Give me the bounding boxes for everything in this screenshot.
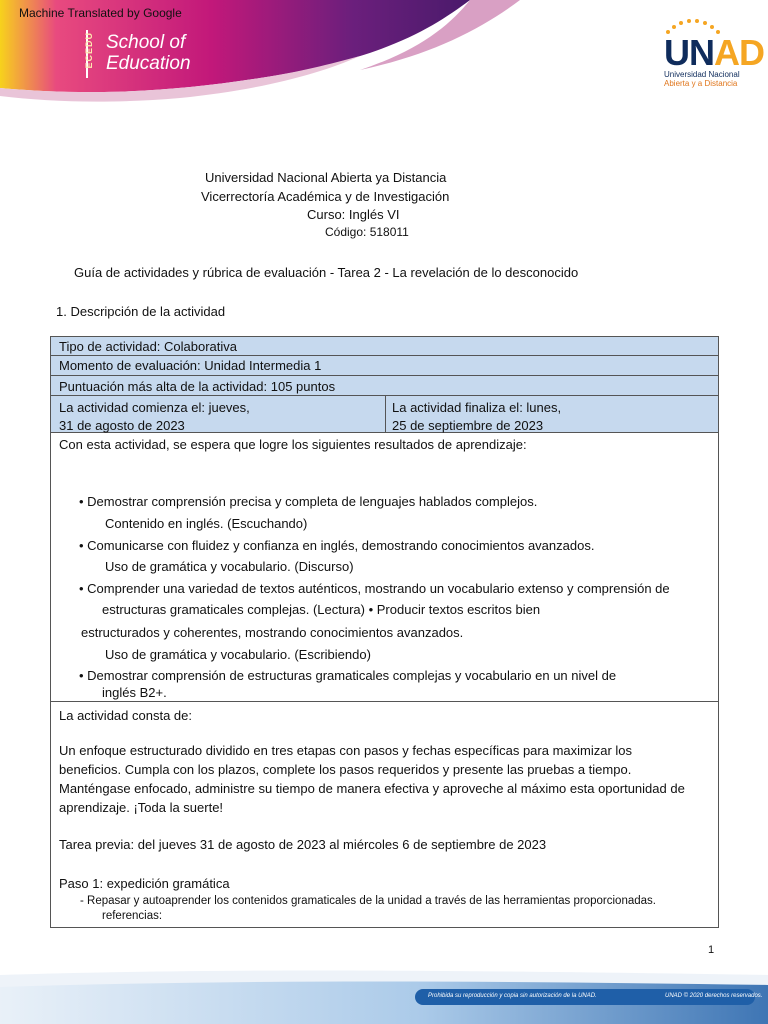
step1-item: - Repasar y autoaprender los contenidos gramaticales de la unidad a través de las herramientas proporcionadas. [80,895,656,907]
activity-type-row [51,337,718,356]
logo-ecedu-text: ECEDU [84,32,94,69]
dates-row [51,396,718,433]
paragraph-line: Manténgase enfocado, administre su tiempo de manera efectiva y aproveche al máximo esta oportunidad de [59,781,685,796]
outcome-line: Uso de gramática y vocabulario. (Discurso) [105,559,354,574]
footer-wave-graphic [0,965,768,1024]
activity-table [50,336,719,928]
page-number: 1 [708,944,715,956]
activity-details-row [51,702,718,929]
university-title: Universidad Nacional Abierta ya Distancia [205,170,447,185]
learning-outcomes-row [51,433,718,702]
outcome-line: Contenido en inglés. (Escuchando) [105,516,308,531]
consists-of-heading: La actividad consta de: [59,708,192,723]
logo-education-text: Education [106,53,191,74]
unad-subtitle-1: Universidad Nacional [664,70,740,79]
unad-subtitle-2: Abierta y a Distancia [664,79,738,88]
guide-title: Guía de actividades y rúbrica de evaluación - Tarea 2 - La revelación de lo desconocido [74,265,579,280]
footer-notice: Prohibida su reproducción y copia sin autorización de la UNAD. [428,993,597,999]
course-title: Curso: Inglés VI [307,207,400,222]
logo-school-text: School of [106,32,186,53]
max-score-row [51,376,718,396]
vice-rectory-title: Vicerrectoría Académica y de Investigación [201,189,450,204]
outcome-line: • Demostrar comprensión precisa y completa de lenguajes hablados complejos. [79,494,538,509]
paragraph-line: beneficios. Cumpla con los plazos, complete los pasos requeridos y presente las pruebas a tiempo. [59,762,632,777]
activity-type-text: Tipo de actividad: Colaborativa [59,339,238,354]
previous-task-text: Tarea previa: del jueves 31 de agosto de 2023 al miércoles 6 de septiembre de 2023 [59,837,547,852]
paragraph-line: Un enfoque estructurado dividido en tres etapas con pasos y fechas específicas para maximizar los [59,743,633,758]
step1-references: referencias: [102,910,163,922]
paragraph-line: aprendizaje. ¡Toda la suerte! [59,800,224,815]
max-score-text: Puntuación más alta de la actividad: 105 puntos [59,379,336,394]
course-code: Código: 518011 [325,225,409,239]
outcome-line: • Comprender una variedad de textos auténticos, mostrando un vocabulario extenso y comprensión de [79,581,670,596]
outcome-line: estructurados y coherentes, mostrando conocimientos avanzados. [81,625,464,640]
outcome-line: • Demostrar comprensión de estructuras gramaticales complejas y vocabulario en un nivel de [79,668,617,683]
evaluation-moment-row [51,356,718,376]
unad-logo [658,18,764,88]
footer-rights: UNAD © 2020 derechos reservados. [665,993,763,999]
start-label: La actividad comienza el: jueves, [59,400,250,415]
outcome-line: • Comunicarse con fluidez y confianza en inglés, demostrando conocimientos avanzados. [79,538,595,553]
evaluation-moment-text: Momento de evaluación: Unidad Intermedia 1 [59,358,322,373]
start-date-cell [51,396,386,432]
outcome-line: Uso de gramática y vocabulario. (Escribiendo) [105,647,371,662]
section-heading: 1. Descripción de la actividad [56,304,226,319]
step1-heading: Paso 1: expedición gramática [59,876,230,891]
end-label: La actividad finaliza el: lunes, [392,400,562,415]
header-banner [0,0,768,110]
outcome-line: inglés B2+. [102,685,167,700]
start-date: 31 de agosto de 2023 [59,418,185,433]
end-date-cell [386,396,718,432]
footer-banner [0,965,768,1024]
outcomes-intro: Con esta actividad, se espera que logre los siguientes resultados de aprendizaje: [59,437,527,452]
machine-translation-note: Machine Translated by Google [19,6,182,20]
end-date: 25 de septiembre de 2023 [392,418,544,433]
unad-wordmark: UNAD [664,32,764,73]
outcome-line: estructuras gramaticales complejas. (Lectura) • Producir textos escritos bien [102,602,541,617]
